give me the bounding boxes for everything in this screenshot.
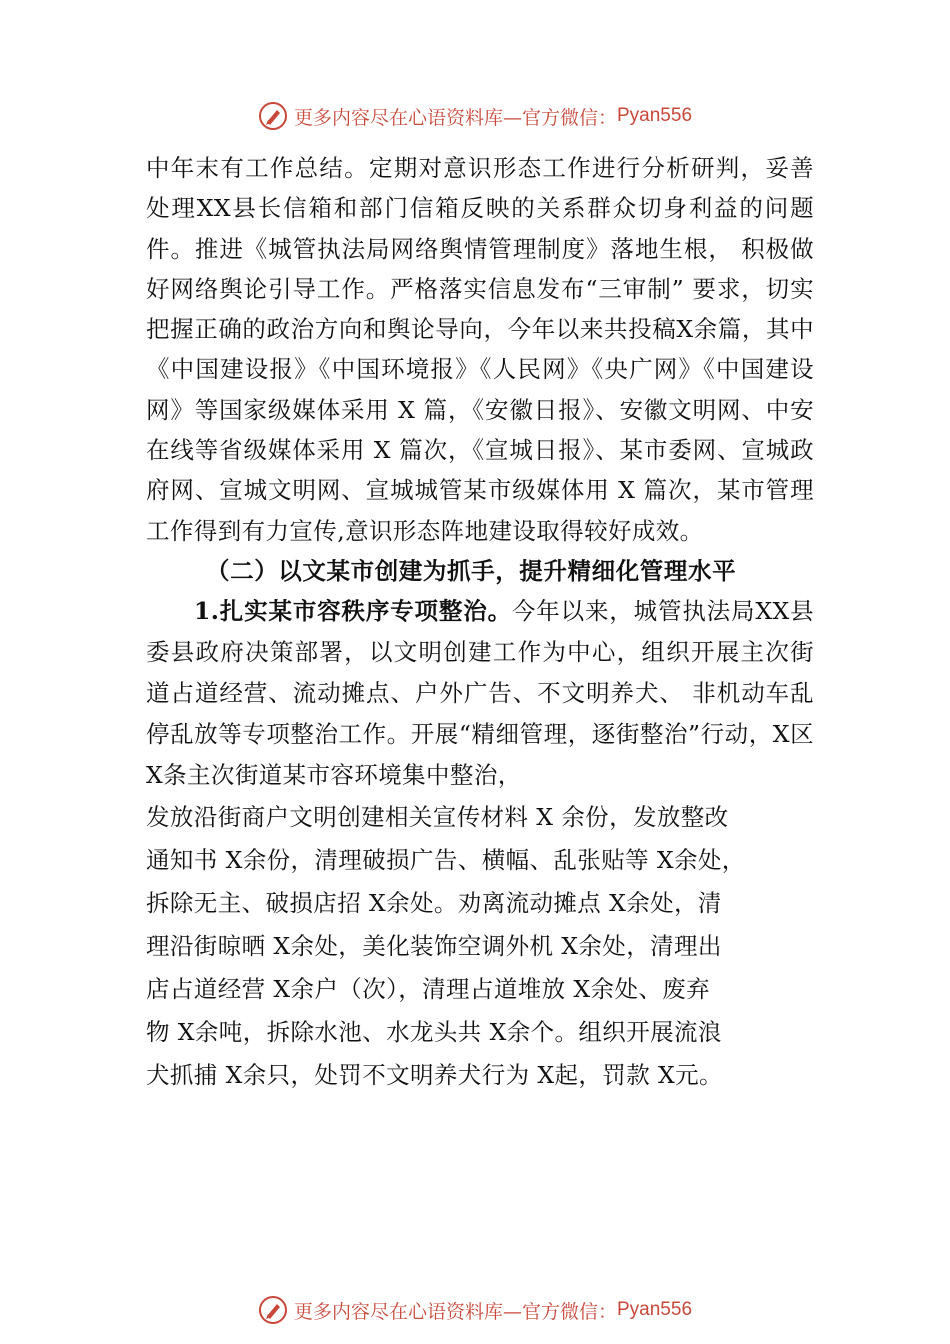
watermark-header — [0, 96, 950, 136]
section-heading: （二）以文某市创建为抓手，提升精细化管理水平 — [206, 556, 737, 585]
document-body — [146, 148, 814, 1097]
watermark-wechat-id: Pyan556 — [617, 105, 693, 126]
text-line: 通知书 X余份，清理破损广告、横幅、乱张贴等 X余处， — [146, 845, 746, 874]
paragraph-lead: 1.扎实某市容秩序专项整治。 — [194, 596, 512, 625]
text-line: 物 X余吨，拆除水池、水龙头共 X余个。组织开展流浪 — [146, 1017, 722, 1046]
text-line: 犬抓捕 X余只，处罚不文明养犬行为 X起，罚款 X元。 — [146, 1060, 723, 1089]
paragraph-propaganda: 中年末有工作总结。定期对意识形态工作进行分析研判，妥善处理XX县长信箱和部门信箱反映的关系群众切身利益的问题件。推进《城管执法局网络舆情管理制度》落地生根， 积极做好网络舆论引导工作。严格落实信息发布“三审制” 要求，切实把握正确的政治方向和舆论导向，今年以来共投稿X余篇，其中《中国建设报》《中国环境报》《人民网》《央广网》《中国建设网》等国家级媒体采用 X 篇，《安徽日报》、安徽文明网、中安在线等省级媒体采用 X 篇次，《宣城日报》、某市委网、宣城政府网、宣城文明网、宣城城管某市级媒体用 X 篇次，某市管理工作得到有力宣传,意识形态阵地建设取得较好成效。 — [146, 154, 814, 545]
watermark-text: 更多内容尽在心语资料库—官方微信： — [293, 106, 617, 129]
paragraph-rectification — [146, 591, 814, 796]
text-line: 发放沿街商户文明创建相关宣传材料 X 余份，发放整改 — [146, 802, 729, 831]
text-line: 店占道经营 X余户（次），清理占道堆放 X余处、废弃 — [146, 974, 711, 1003]
watermark-wechat-id: Pyan556 — [617, 1299, 693, 1320]
text-line: 拆除无主、破损店招 X余处。劝离流动摊点 X余处，清 — [146, 888, 722, 917]
paragraph-rectification-continued — [146, 796, 814, 1097]
pen-logo-icon — [258, 101, 288, 131]
paragraph-body: 今年以来，城管执法局XX县委县政府决策部署，以文明创建工作为中心，组织开展主次街道占道经营、流动摊点、户外广告、不文明养犬、 非机动车乱停乱放等专项整治工作。开展“精细管理，逐街整治”行动，X区 X条主次街道某市容环境集中整治， — [146, 596, 814, 789]
pen-logo-icon — [258, 1295, 288, 1325]
watermark-footer — [0, 1290, 950, 1330]
watermark-text: 更多内容尽在心语资料库—官方微信： — [293, 1300, 617, 1323]
text-line: 理沿街晾晒 X余处，美化装饰空调外机 X余处，清理出 — [146, 931, 722, 960]
